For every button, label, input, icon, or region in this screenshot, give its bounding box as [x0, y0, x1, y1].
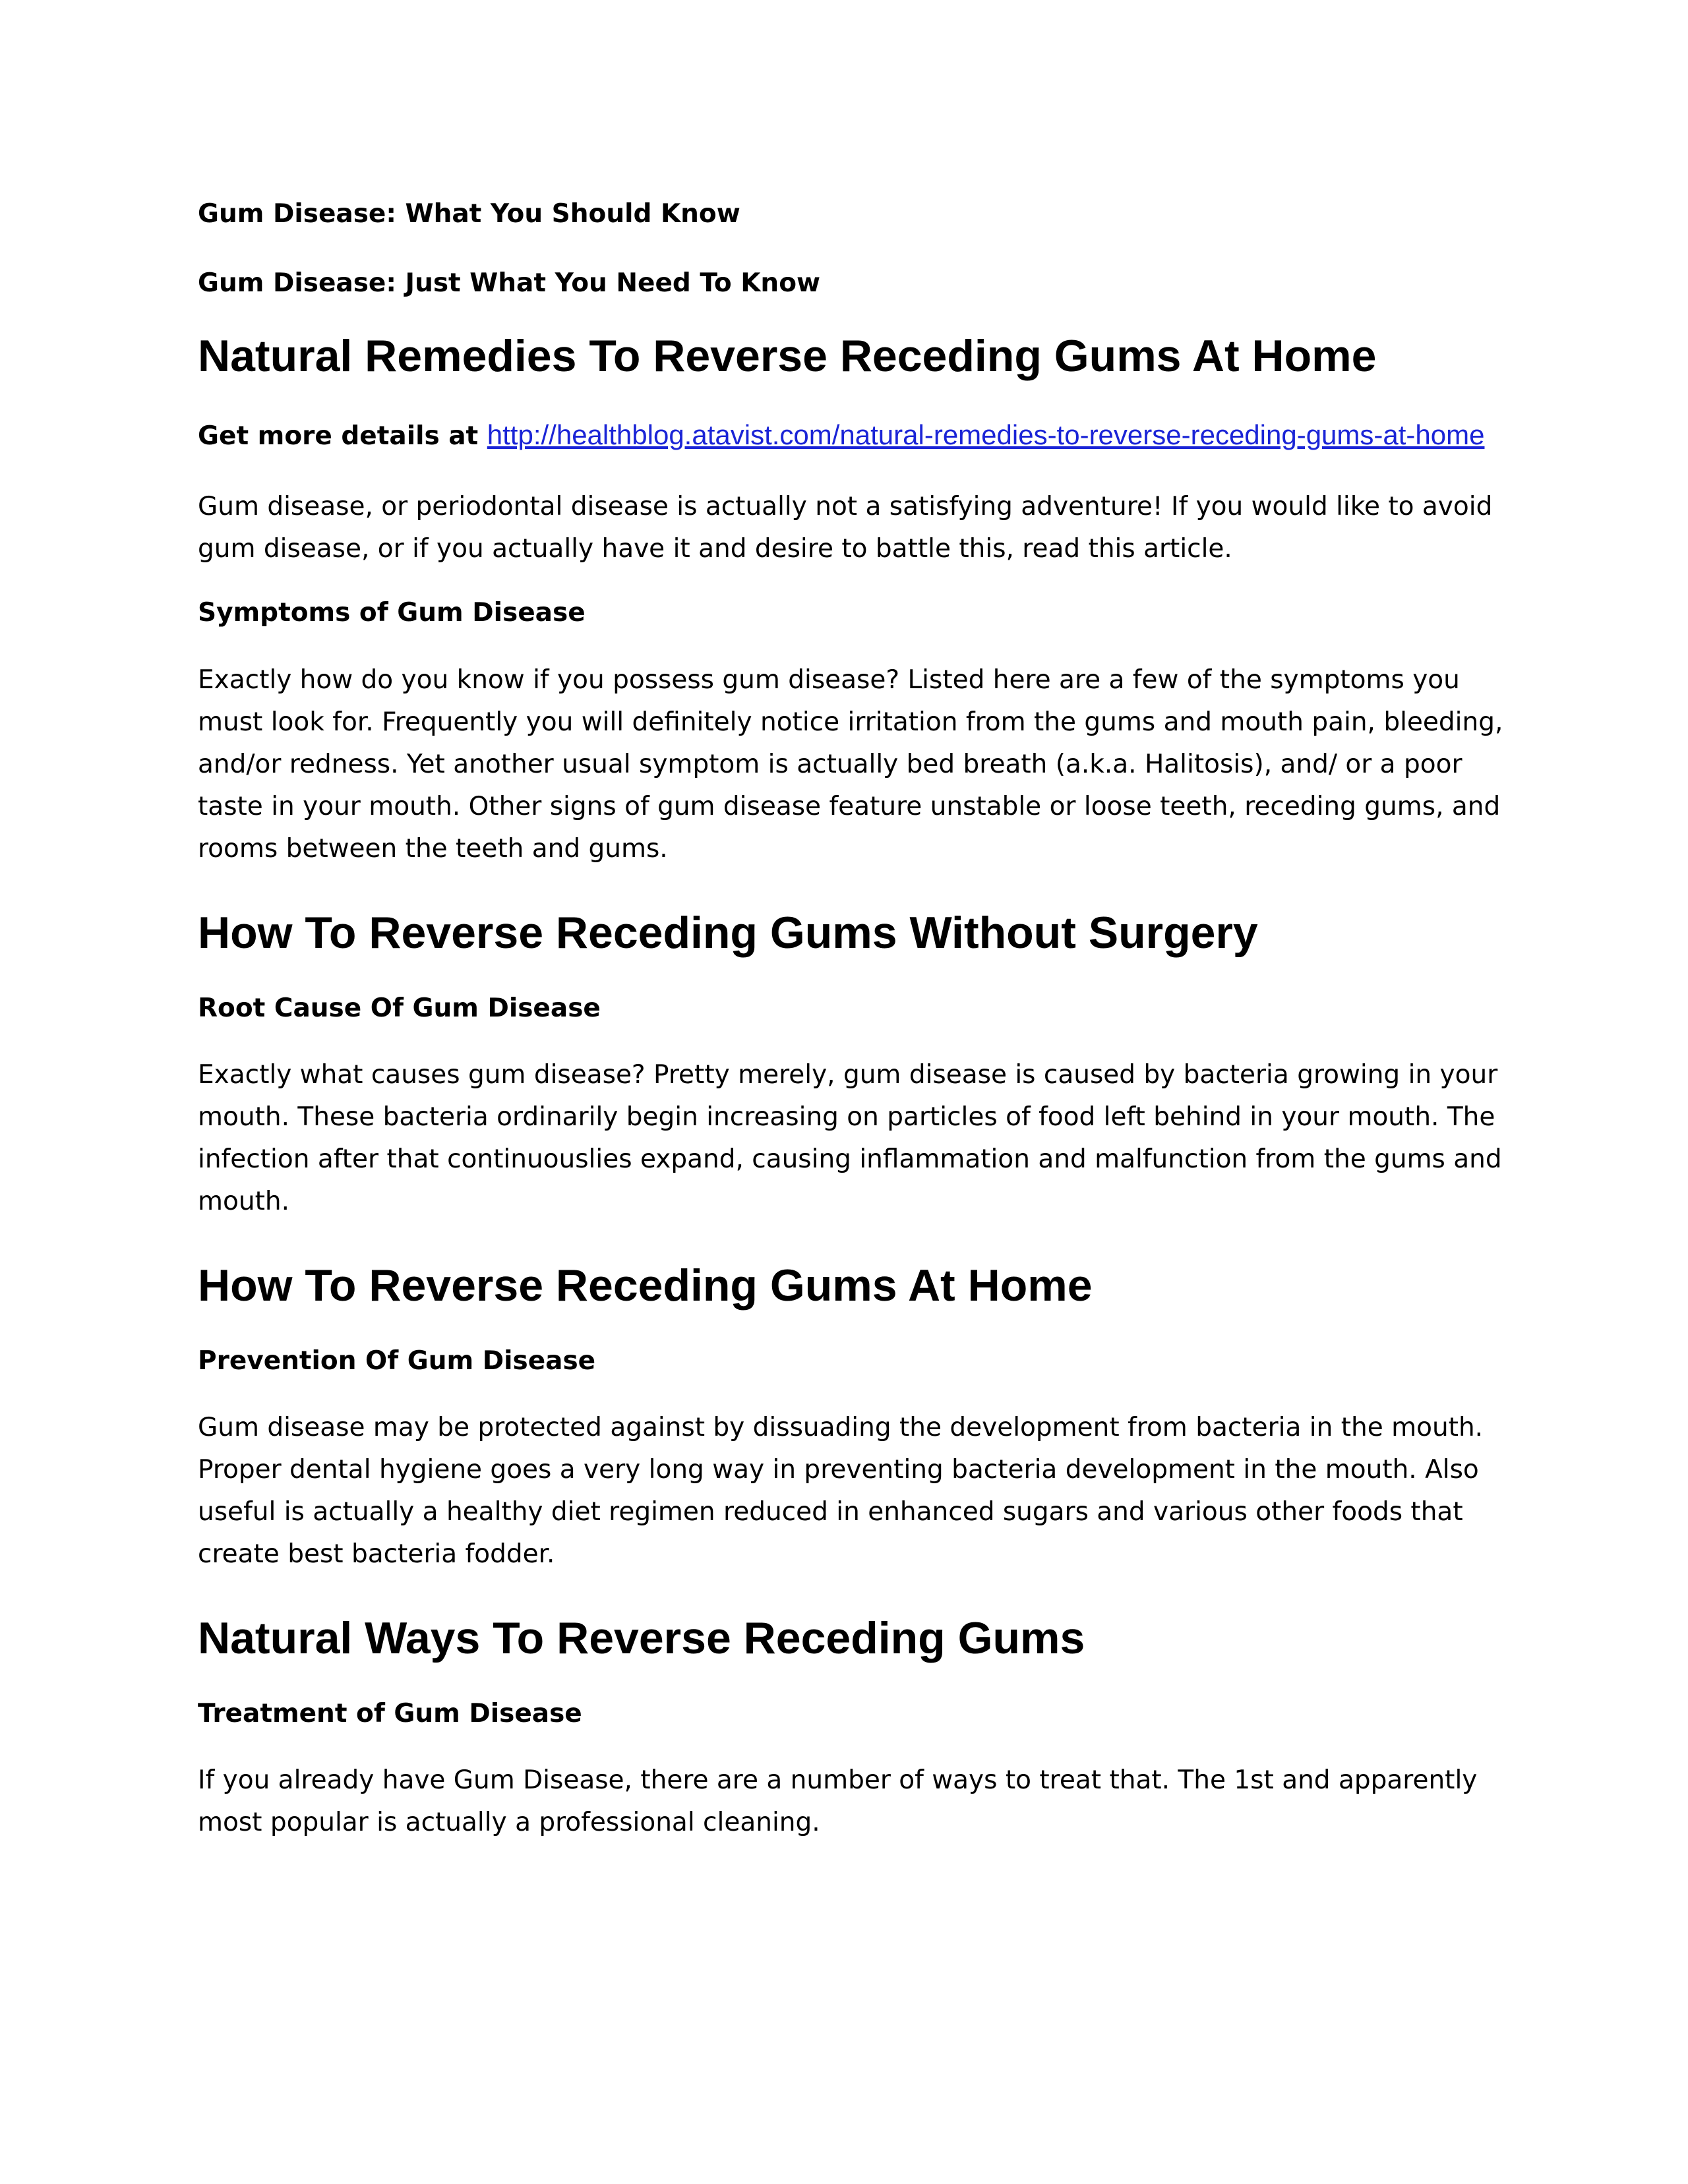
prevention-paragraph: Gum disease may be protected against by dissuading the development from bacteria in the mouth. Proper dental hygiene goes a very long way in preventing bacteria development in the mouth. Also useful is actually a healthy diet regimen reduced in enhanced sugars and various other foods that create best bacteria fodder.	[198, 1413, 1484, 1569]
heading-without-surgery: How To Reverse Receding Gums Without Surgery	[198, 908, 1258, 958]
root-cause-paragraph: Exactly what causes gum disease? Pretty merely, gum disease is caused by bacteria growing in your mouth. These bacteria ordinarily begin increasing on particles of food left behind in your mouth. The infection after that continuouslies expand, causing inflammation and malfunction from the gums and mouth.	[198, 1060, 1502, 1216]
main-heading: Natural Remedies To Reverse Receding Gums At Home	[198, 331, 1377, 381]
root-cause-title: Root Cause Of Gum Disease	[198, 993, 601, 1023]
document-subtitle: Gum Disease: Just What You Need To Know	[198, 268, 821, 298]
details-line	[198, 419, 1503, 453]
heading-at-home: How To Reverse Receding Gums At Home	[198, 1260, 1093, 1311]
heading-natural-ways: Natural Ways To Reverse Receding Gums	[198, 1613, 1085, 1663]
treatment-paragraph: If you already have Gum Disease, there are a number of ways to treat that. The 1st and apparently most popular is actually a professional cleaning.	[198, 1765, 1478, 1837]
document-title: Gum Disease: What You Should Know	[198, 199, 740, 229]
symptoms-paragraph: Exactly how do you know if you possess gum disease? Listed here are a few of the symptoms you must look for. Frequently you will definitely notice irritation from the gums and mouth pain, bleeding, and/or redness. Yet another usual symptom is actually bed breath (a.k.a. Halitosis), and/ or a poor taste in your mouth. Other signs of gum disease feature unstable or loose teeth, receding gums, and rooms between the teeth and gums.	[198, 665, 1503, 864]
details-label: Get more details at	[198, 421, 479, 451]
symptoms-title: Symptoms of Gum Disease	[198, 598, 586, 628]
intro-paragraph: Gum disease, or periodontal disease is actually not a satisfying adventure! If you would like to avoid gum disease, or if you actually have it and desire to battle this, read this article.	[198, 492, 1493, 564]
treatment-title: Treatment of Gum Disease	[198, 1699, 582, 1728]
prevention-title: Prevention Of Gum Disease	[198, 1346, 596, 1376]
details-link[interactable]: http://healthblog.atavist.com/natural-remedies-to-reverse-receding-gums-at-home	[487, 419, 1485, 450]
